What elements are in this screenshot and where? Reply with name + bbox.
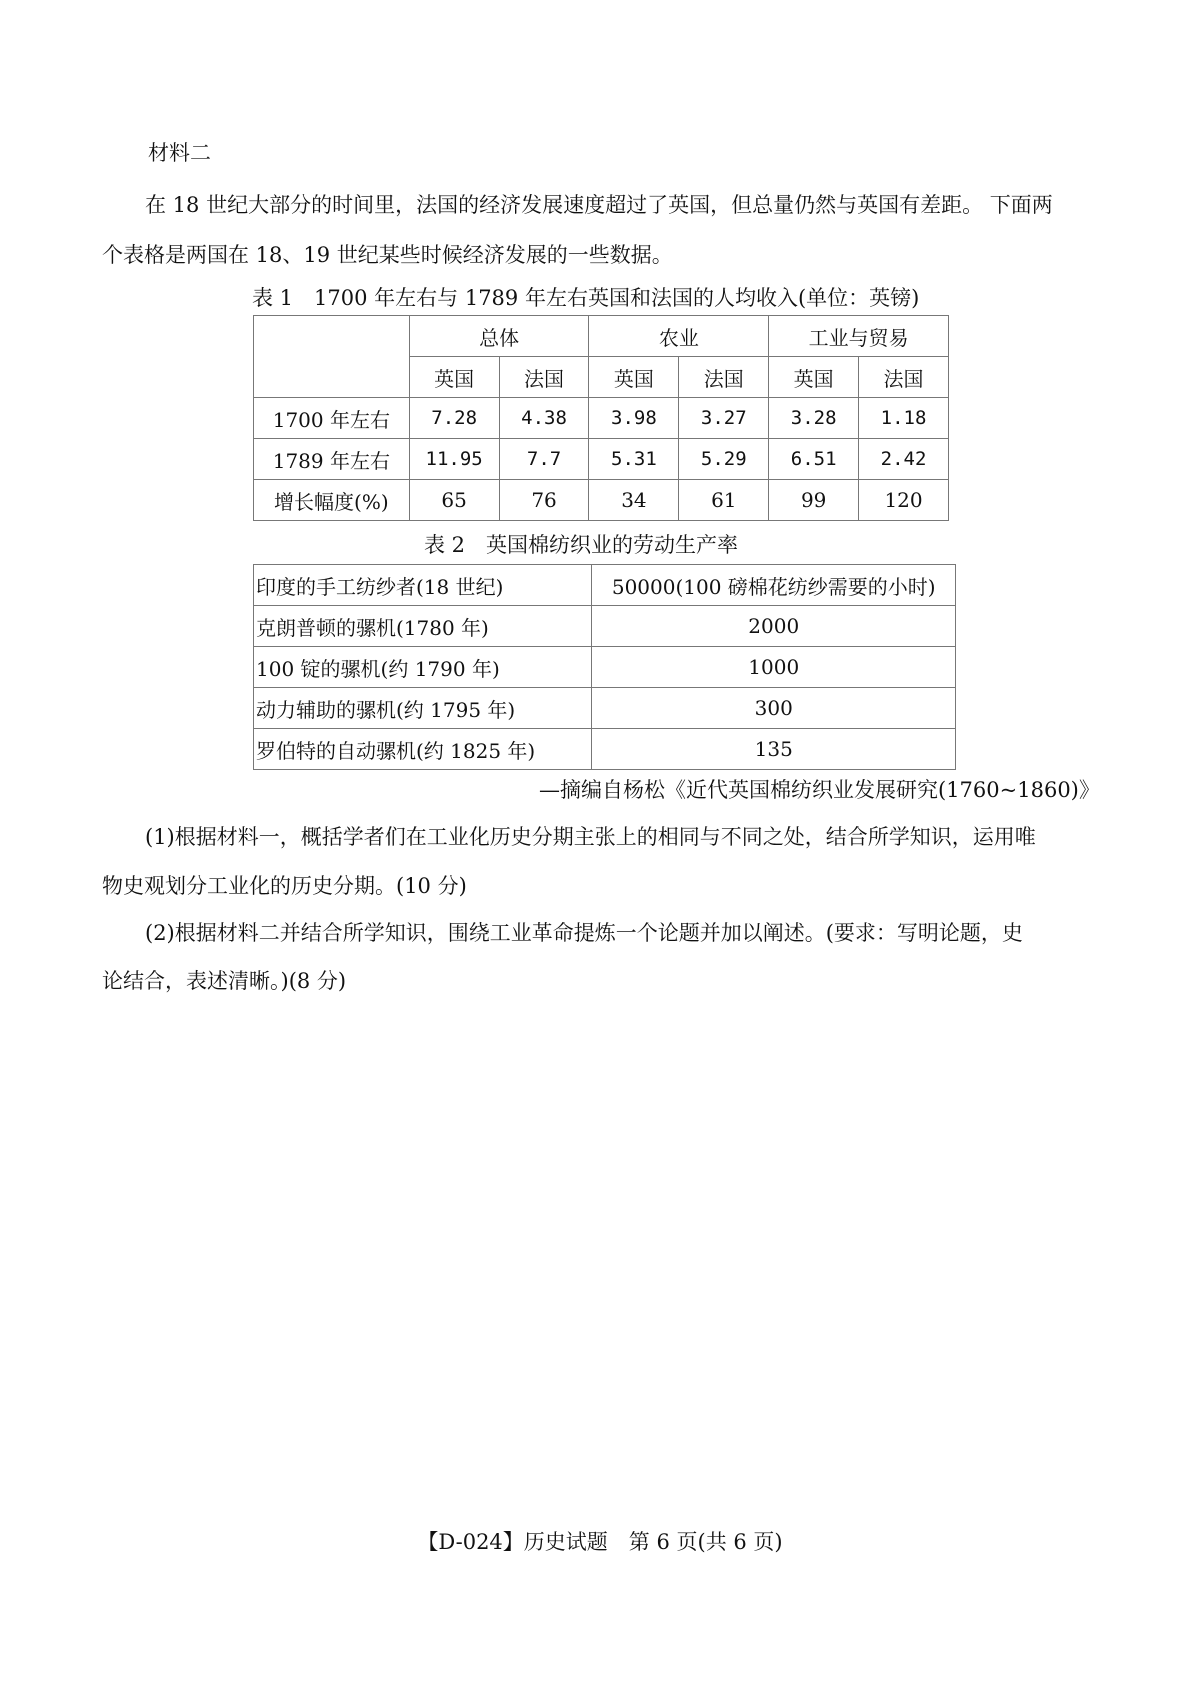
- table1-subheader: 法国: [679, 357, 769, 398]
- row-label: 克朗普顿的骡机(1780 年): [254, 606, 592, 647]
- table-row: [254, 439, 949, 480]
- table-cell: 300: [592, 688, 956, 729]
- table-cell: 65: [409, 480, 499, 521]
- table-cell: 7.7: [499, 439, 589, 480]
- row-label: 罗伯特的自动骡机(约 1825 年): [254, 729, 592, 770]
- row-label: 印度的手工纺纱者(18 世纪): [254, 565, 592, 606]
- table2-caption: 表 2 英国棉纺织业的劳动生产率: [424, 533, 739, 557]
- table-cell: 3.98: [589, 398, 679, 439]
- table1-subheader: 法国: [499, 357, 589, 398]
- table1-corner-cell: [254, 316, 410, 398]
- page-footer: 【D-024】历史试题 第 6 页(共 6 页): [417, 1530, 783, 1554]
- table-cell: 4.38: [499, 398, 589, 439]
- table1-subheader: 英国: [589, 357, 679, 398]
- source-citation: —摘编自杨松《近代英国棉纺织业发展研究(1760~1860)》: [539, 778, 1100, 802]
- table-row: [254, 480, 949, 521]
- table1-caption: 表 1 1700 年左右与 1789 年左右英国和法国的人均收入(单位：英镑): [252, 286, 920, 310]
- row-label: 100 锭的骡机(约 1790 年): [254, 647, 592, 688]
- question-2-line-2: 论结合，表述清晰。)(8 分): [102, 969, 347, 993]
- table-cell: 7.28: [409, 398, 499, 439]
- table-cell: 50000(100 磅棉花纺纱需要的小时): [592, 565, 956, 606]
- table1-subheader: 英国: [409, 357, 499, 398]
- table1-group-header: 农业: [589, 316, 769, 357]
- table-cell: 11.95: [409, 439, 499, 480]
- table-cell: 61: [679, 480, 769, 521]
- row-label: 动力辅助的骡机(约 1795 年): [254, 688, 592, 729]
- table1-group-header-row: [254, 316, 949, 357]
- table-cell: 5.31: [589, 439, 679, 480]
- intro-paragraph-line-2: 个表格是两国在 18、19 世纪某些时候经济发展的一些数据。: [102, 243, 673, 267]
- table-cell: 76: [499, 480, 589, 521]
- table-cell: 99: [769, 480, 859, 521]
- table-cell: 2000: [592, 606, 956, 647]
- table-cell: 1000: [592, 647, 956, 688]
- table-cell: 120: [859, 480, 949, 521]
- intro-paragraph-line-1: 在 18 世纪大部分的时间里，法国的经济发展速度超过了英国，但总量仍然与英国有差距。 下面两: [145, 193, 1053, 217]
- row-label: 1789 年左右: [254, 439, 410, 480]
- table-cell: 3.27: [679, 398, 769, 439]
- table-cell: 34: [589, 480, 679, 521]
- table-cell: 135: [592, 729, 956, 770]
- table-row: [254, 647, 956, 688]
- question-1-line-2: 物史观划分工业化的历史分期。(10 分): [102, 874, 467, 898]
- table-cell: 6.51: [769, 439, 859, 480]
- table-row: [254, 398, 949, 439]
- table1-group-header: 工业与贸易: [769, 316, 949, 357]
- table-row: [254, 606, 956, 647]
- table-cell: 1.18: [859, 398, 949, 439]
- table-cell: 3.28: [769, 398, 859, 439]
- table1-subheader: 英国: [769, 357, 859, 398]
- table-row: [254, 688, 956, 729]
- table-cell: 5.29: [679, 439, 769, 480]
- table1-subheader: 法国: [859, 357, 949, 398]
- table1-group-header: 总体: [409, 316, 589, 357]
- question-1-line-1: (1)根据材料一，概括学者们在工业化历史分期主张上的相同与不同之处，结合所学知识，运用唯: [145, 825, 1036, 849]
- table-row: [254, 565, 956, 606]
- question-2-line-1: (2)根据材料二并结合所学知识，围绕工业革命提炼一个论题并加以阐述。(要求：写明论题，史: [145, 921, 1023, 945]
- table-row: [254, 729, 956, 770]
- row-label: 增长幅度(%): [254, 480, 410, 521]
- income-table: [253, 315, 949, 521]
- material-heading: 材料二: [148, 141, 211, 165]
- table-cell: 2.42: [859, 439, 949, 480]
- productivity-table: [253, 564, 956, 770]
- row-label: 1700 年左右: [254, 398, 410, 439]
